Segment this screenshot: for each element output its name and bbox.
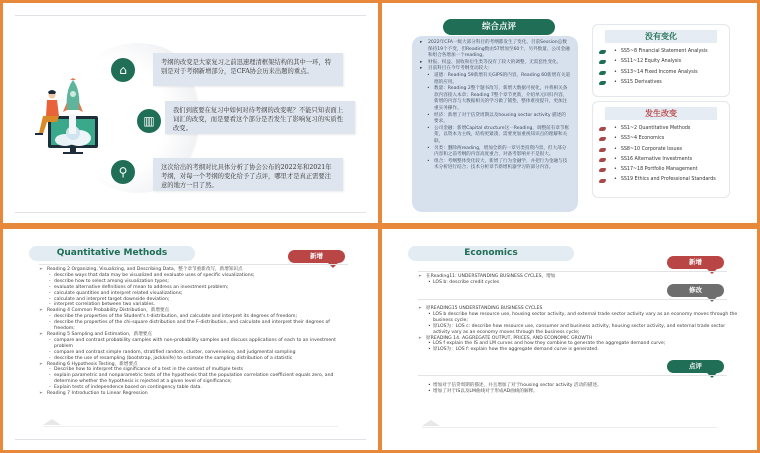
slide-overview (382, 3, 757, 223)
house-icon: ⌂ (111, 58, 135, 82)
divider (43, 426, 338, 427)
reading-line: ➢ Reading 4 Common Probability Distribution，新增要点 (39, 308, 349, 314)
economics-modified-section (418, 306, 738, 353)
los-line: • 原LOS为：LOS f: explain how the aggregate demand curve is generated. (418, 347, 738, 353)
los-line: - describe ways that data may be visualized and evaluate uses of specific visualizations; (39, 273, 349, 279)
divider (422, 427, 717, 428)
unchanged-item: • SS11~12 Equity Analysis (599, 57, 708, 67)
tag-comment: 点评 (667, 360, 724, 373)
changed-item: • SS3~4 Economics (599, 134, 716, 144)
reading-line: ➢ Reading 2 Organizing, Visualizing, and Describing Data，整个章节重新改写，新增知识点 (39, 267, 349, 273)
divider-bottom (15, 439, 366, 440)
tag-new: 新增 (667, 256, 724, 269)
intro-text-box-3: 这次给出的考纲对比具体分析了协会公布的2022年和2021年考纲，对每一个考纲的变化给予了点评，哪里才是真正需要注意的地方一目了然。 (153, 158, 343, 191)
overview-subbullet: • 数量：Reading 2整个题书改写，新增大数据可视化，并将相关条款内容接入本章；Reading 7整个章节更新，介绍单元回归内容，新增的内容与大数据相关的学习做了铺垫，整体难度提升，更加注重实务操作。 (420, 86, 570, 112)
changed-item: • SS17~18 Portfolio Management (599, 165, 716, 175)
slide-quant-methods (3, 229, 378, 450)
economics-new-section (418, 274, 658, 286)
overview-bullets (412, 36, 578, 212)
tag-modified: 修改 (667, 284, 724, 297)
leaf-icon (599, 148, 606, 152)
reading-line: ➢ Reading 5 Sampling and Estimation，新增要点 (39, 332, 349, 338)
reading-line: ➢ Reading 7 Introduction to Linear Regression (39, 391, 349, 397)
los-line: - describe the properties of the chi-square distribution and the F-distribution, and calculate and interpret their degrees of freedom; (39, 320, 349, 332)
intro-text-box-1: 考纲的改变是大家复习之前迅速理清框架结构的其中一环，特别是对于考纲新增部分，是CFA协会历来出题的重点。 (153, 53, 343, 86)
economics-title: Economics (408, 246, 574, 261)
los-line: - evaluate alternative definitions of mean to address an investment problem; (39, 285, 349, 291)
leaf-icon (599, 71, 606, 75)
overview-subbullet: • 组合：考纲整体变化较大，新增了行为金融学，并把行为金融与技术分析进行结合；技术分析章节新增机器学习的部分内容。 (420, 159, 570, 172)
overview-subbullet: • 经济：新增了对于信贷周期以及housing sector activity 描述的要求。 (420, 113, 570, 126)
reading-line: ➢ 原READING 14. AGGREGATE OUTPUT, PRICES, AND ECONOMIC GROWTH (418, 336, 738, 342)
overview-bullet: ▸ 2022年CFA一级大部分科目的考纲都发生了变化。目前Session总数保持19个不变，但Reading数由57增加至60个，另外数量、公司金融和组合各增加一个reading。 (420, 40, 570, 60)
leaf-icon (599, 127, 606, 131)
changed-item: • SS1~2 Quantitative Methods (599, 124, 716, 134)
unchanged-item: • SS5~8 Financial Statement Analysis (599, 47, 708, 57)
los-line: - describe the properties of the Student's t-distribution, and calculate and interpret its degrees of freedom; (39, 314, 349, 320)
leaf-icon (599, 158, 606, 162)
leaf-icon (599, 168, 606, 172)
divider (39, 264, 348, 265)
leaf-icon (599, 60, 606, 64)
leaf-icon (599, 137, 606, 141)
los-line: - interpret correlation between two variables. (39, 302, 349, 308)
slide-intro (3, 3, 378, 223)
changed-item: • SS16 Alternative Investments (599, 155, 716, 165)
comment-line: • 增加了对于IS以及LM曲线对于形成AD曲线的解释。 (418, 389, 738, 395)
los-line: - Describe how to interpret the significance of a test in the context of multiple tests (39, 367, 349, 373)
los-line: - Explain tests of independence based on contingency table data. (39, 385, 349, 391)
quant-title: Quantitative Methods (29, 246, 195, 261)
unchanged-item: • SS13~14 Fixed Income Analysis (599, 68, 708, 78)
overview-title: 综合点评 (443, 19, 555, 35)
changed-item: • SS8~10 Corporate Issues (599, 145, 716, 155)
leaf-icon (599, 179, 606, 183)
decorative-mountain (422, 420, 440, 426)
changed-item: • SS19 Ethics and Professional Standards (599, 175, 716, 185)
unchanged-item: • SS15 Derivatives (599, 78, 708, 88)
leaf-icon (599, 50, 606, 54)
los-line: - compare and contrast simple random, stratified random, cluster, convenience, and judgmental sampling (39, 350, 349, 356)
magnifier-icon: ⚲ (111, 160, 135, 184)
los-line: • LOS f explain the IS and LM curves and how they combine to generate the aggregate demand curve; (418, 341, 738, 347)
tag-new: 新增 (288, 250, 345, 263)
los-line: • 原LOS为：LOS c: describe how resource use, consumer and business activity, housing sector activity, and external trade sector activity vary as an economy moves through the business cycle; (418, 324, 738, 336)
overview-subbullet: • 另类：删除两reading，增加全新的一章另类投资内容，但大部分内容和之前考纲的内容高度重合，对备考影响并不是很大。 (420, 146, 570, 159)
los-line: - calculate and interpret target downside deviation; (39, 297, 349, 303)
slide-economics (382, 229, 757, 450)
reading-line: ➢ Reading 6 Hypothesis Testing，新增要点 (39, 362, 349, 368)
los-line: • LOS b: describe credit cycles (418, 280, 658, 286)
overview-subbullet: • 道德：Reading 59新增有关GIPS的内容，Reading 60新增有关道德的应用。 (420, 73, 570, 86)
changed-card (592, 101, 730, 198)
rocket-illustration (33, 78, 103, 156)
divider-bottom (15, 212, 366, 213)
quant-content (39, 267, 349, 397)
los-line: • LOS b describe how resource use, housing sector activity, and external trade sector activity vary as an economy moves through the business cycle; (418, 312, 738, 324)
decorative-mountain (43, 419, 61, 425)
reading-line: ➢ 在Reading11: UNDERSTANDING BUSINESS CYCLES，增加 (418, 274, 658, 280)
los-line: - describe how to select among visualization types; (39, 279, 349, 285)
divider-top (15, 15, 366, 16)
changed-title: 发生改变 (605, 107, 717, 120)
los-line: - explain parametric and nonparametric tests of the hypothesis that the population correlation coefficient equals zero, and determine whether the hypothesis is rejected at a given level of significance; (39, 373, 349, 385)
leaf-icon (599, 81, 606, 85)
intro-text-box-2: 我们到底要在复习中如何对待考纲的改变呢？不能只知表面上词汇的改变，而是要看这个部分是否发生了影响复习的实质性改变。 (165, 101, 355, 134)
economics-comment-section (418, 383, 738, 395)
overview-bullet: ▸ 财报、权益、固收和衍生类等没有了较大的调整，无需套性变化。 (420, 60, 570, 67)
los-line: - calculate quantities and interpret related visualizations; (39, 291, 349, 297)
los-line: - describe the use of resampling (bootstrap, jackknife) to estimate the sampling distribution of a statistic (39, 356, 349, 362)
los-line: - compare and contrast probability samples with non-probability samples and discuss applications of each to an investment problem (39, 338, 349, 350)
unchanged-card (592, 24, 730, 97)
divider (418, 271, 727, 272)
reading-line: ➢ 原READING15 UNDERSTANDING BUSINESS CYCLES (418, 306, 738, 312)
divider (418, 375, 727, 376)
comment-line: • 增加对于信贷周期的描述，并且增加了对于housing sector activity 活动的描述。 (418, 383, 738, 389)
overview-subbullet: • 公司金融：新增Capital structure这一Reading，调整前有章节框架，以资本为主线，结构更紧凑，需要更加重视知识点的理解和关联。 (420, 126, 570, 146)
overview-bullet: ▸ 目前科目在今年考纲变动较大： (420, 66, 570, 73)
divider (418, 299, 727, 300)
building-icon: ▥ (137, 109, 161, 133)
unchanged-title: 没有变化 (605, 30, 717, 43)
